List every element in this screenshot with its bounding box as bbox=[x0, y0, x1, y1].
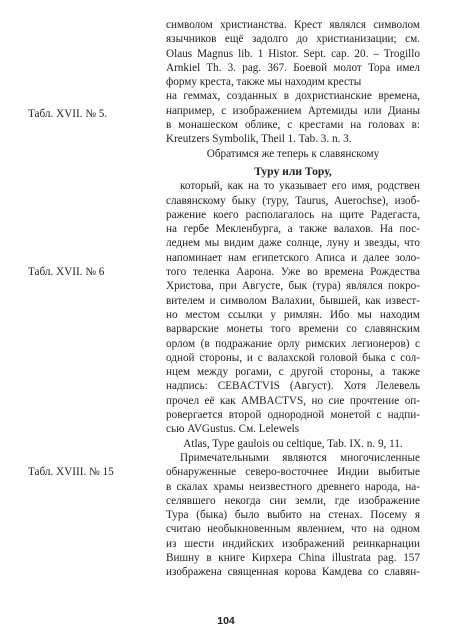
text-line: Olaus Magnus lib. 1 Histor. Sept. cap. 20. – Trogillo bbox=[166, 47, 420, 60]
text-line: Тура (быка) было выбито на стенах. Посему я bbox=[166, 509, 420, 522]
page-number: 104 bbox=[217, 615, 235, 627]
text-line: обнаруженные северо-восточнее Индии выбитые bbox=[166, 466, 420, 479]
text-line: Христова, при Августе, бык (тура) являлся покро- bbox=[166, 280, 420, 293]
text-line: селявшего некогда сии земли, где изображение bbox=[166, 494, 420, 507]
side-note-table-ref: Табл. XVII. № 6 bbox=[28, 266, 105, 278]
text-line: варварские монеты того времени со славянским bbox=[166, 323, 420, 336]
text-line: Вишну в книге Кирхера China illustrata pag. 157 bbox=[166, 551, 420, 564]
text-line: на гербе Мекленбурга, а также валахов. На пос- bbox=[166, 223, 420, 236]
text-line: ражение коего располагалось на щите Радегаста, bbox=[166, 208, 420, 221]
side-note-table-ref: Табл. XVIII. № 15 bbox=[28, 466, 114, 478]
text-line: леднем мы видим даже солнце, луну и звезды, что bbox=[166, 237, 420, 250]
text-line: прочел её как AMBACTVS, но сие прочтение оп- bbox=[166, 394, 420, 407]
text-line: форму креста, также мы находим кресты bbox=[166, 76, 362, 89]
text-line: считаю необыкновенным явлением, что на одном bbox=[166, 523, 420, 536]
text-line: язычников ещё задолго до христианизации; см. bbox=[166, 33, 420, 46]
text-line: орлом (в подражание орлу римских легионеров) с bbox=[166, 337, 420, 350]
citation-line: Atlas, Type gaulois ou celtique, Tab. IX. n. 9, 11. bbox=[183, 437, 403, 450]
section-heading: Туру или Тору, bbox=[254, 164, 332, 178]
text-line: ровергается второй однородной монетой с надпи- bbox=[166, 409, 420, 422]
text-line: в скалах храмы неизвестного древнего народа, на- bbox=[166, 480, 420, 493]
text-line: из шести индийских изображений реинкарнации bbox=[166, 537, 420, 550]
text-line: сью AVGustus. См. Lelewels bbox=[166, 423, 300, 436]
text-line: изображена священная корова Камдева со славян- bbox=[166, 566, 420, 579]
text-line: вителем и символом Валахии, бывшей, как извест- bbox=[166, 294, 420, 307]
text-line: Arnkiel Th. 3. pag. 367. Боевой молот Тора имел bbox=[166, 61, 420, 74]
text-line: в монашеском облике, с крестами на головах в: bbox=[166, 119, 420, 132]
text-line: Обратимся же теперь к славянскому bbox=[206, 147, 380, 160]
text-line: Kreutzers Symbolik, Theil 1. Tab. 3. n. 3. bbox=[166, 133, 352, 146]
text-line: напоминает нам египетского Аписа и далее золо- bbox=[166, 251, 420, 264]
text-line: который, как на то указывает его имя, родствен bbox=[180, 180, 420, 193]
main-text-column bbox=[166, 18, 420, 580]
text-line: надпись: CEBACTVIS (Август). Хотя Лелевель bbox=[166, 380, 420, 393]
text-line: символом христианства. Крест являлся символом bbox=[166, 19, 420, 31]
text-line: но местом ссылки у римлян. Ибо мы находим bbox=[166, 308, 420, 321]
text-line: на геммах, созданных в дохристианские времена, bbox=[166, 90, 420, 103]
text-line: например, с изображением Артемиды или Дианы bbox=[166, 104, 420, 117]
text-line: Примечательными являются многочисленные bbox=[180, 451, 420, 464]
text-line: славянскому быку (туру, Taurus, Auerochse), изоб- bbox=[166, 194, 420, 207]
side-note-table-ref: Табл. XVII. № 5. bbox=[28, 108, 108, 120]
text-line: того теленка Аарона. Уже во времена Рождества bbox=[166, 266, 420, 279]
text-line: одной стороны, и с валахской головой быка с сол- bbox=[166, 351, 420, 364]
text-line: нцем между рогами, с другой стороны, а также bbox=[166, 366, 420, 379]
